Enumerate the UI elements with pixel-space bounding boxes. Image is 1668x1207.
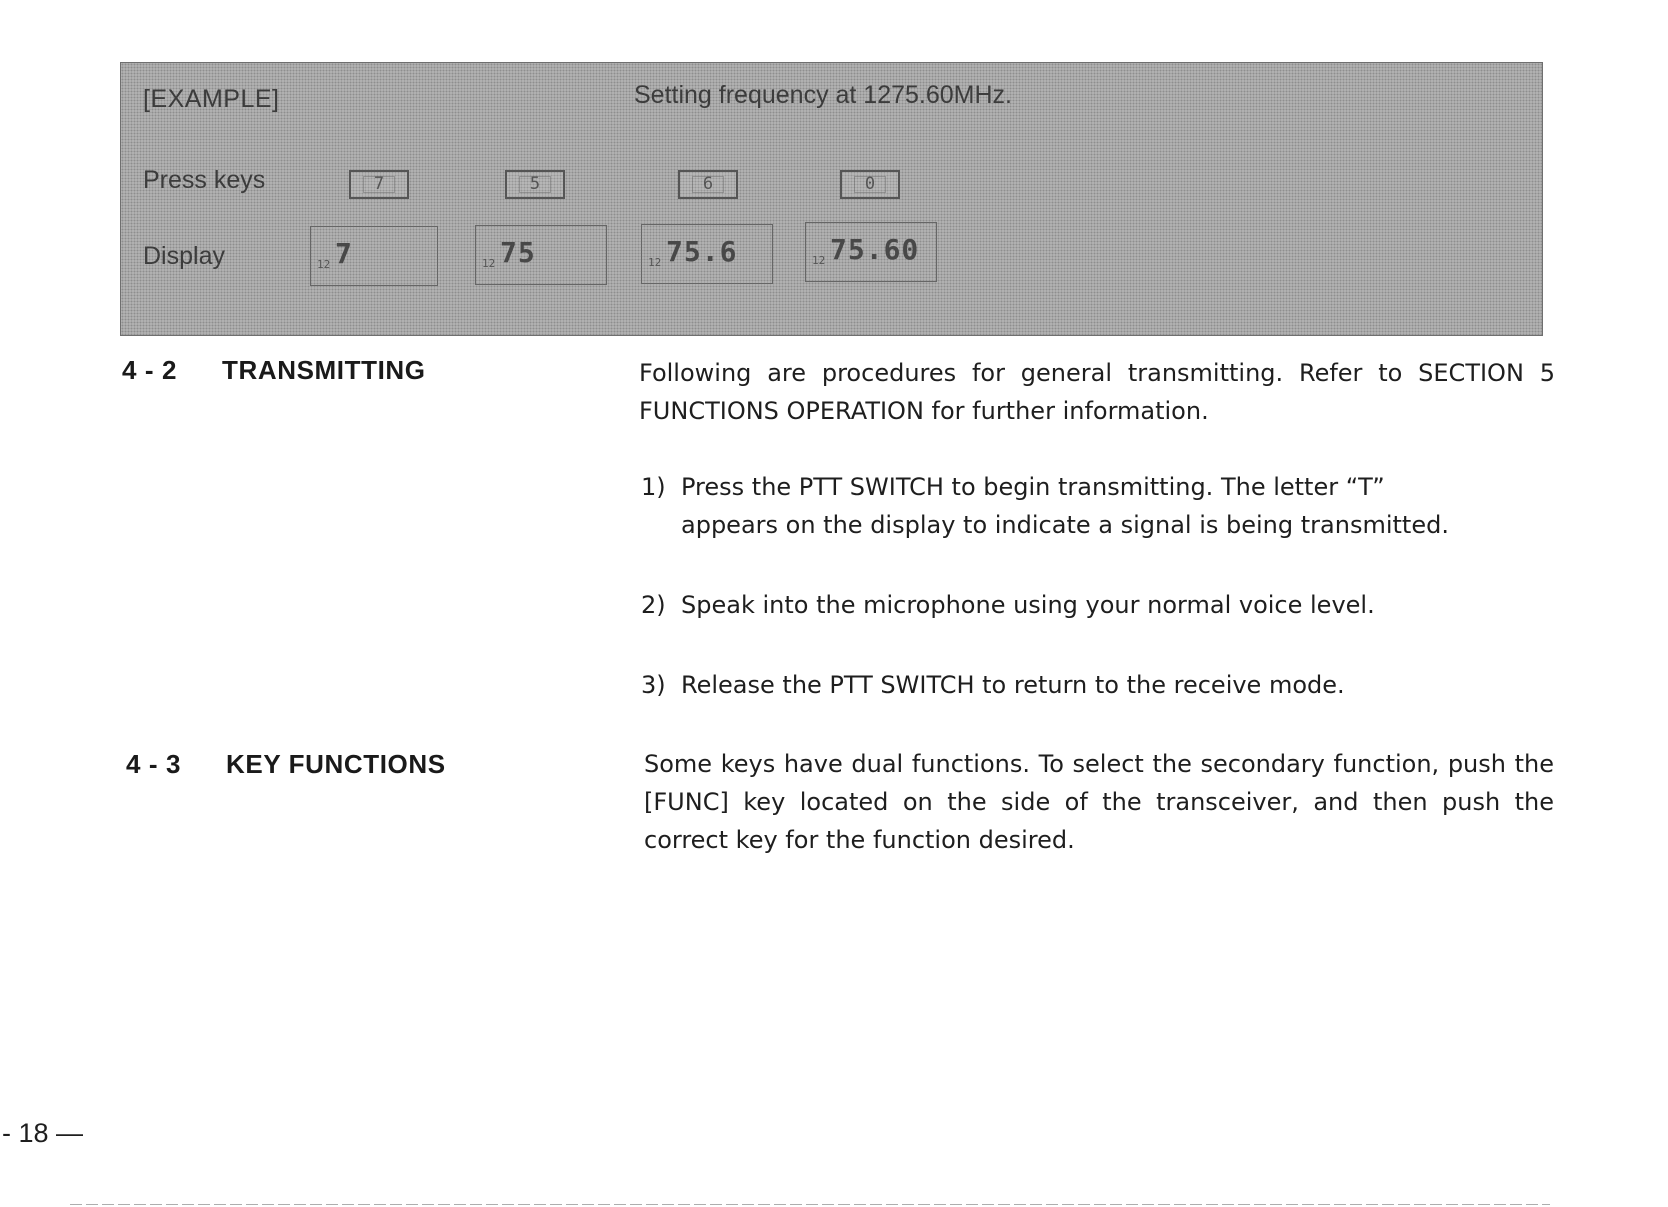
press-keys-label: Press keys bbox=[143, 166, 266, 194]
step-text-continuation: appears on the display to indicate a signal is being transmitted. bbox=[681, 511, 1449, 539]
step-text: Release the PTT SWITCH to return to the receive mode. bbox=[681, 671, 1345, 699]
key-6: 6 bbox=[678, 170, 738, 199]
key-5: 5 bbox=[505, 170, 565, 199]
section-title: TRANSMITTING bbox=[222, 355, 426, 385]
lcd-prefix: 12 bbox=[317, 258, 331, 271]
section-number: 4 - 2 bbox=[122, 355, 178, 385]
step-text: Press the PTT SWITCH to begin transmitting. The letter “T” bbox=[681, 473, 1385, 501]
lcd-display-step-2 bbox=[475, 225, 607, 285]
lcd-display-step-1 bbox=[310, 226, 438, 286]
section-heading-key-functions bbox=[126, 749, 446, 780]
example-title: [EXAMPLE] bbox=[143, 85, 280, 113]
lcd-digits: 75 bbox=[500, 236, 536, 269]
lcd-prefix: 12 bbox=[812, 254, 826, 267]
example-box bbox=[120, 62, 1543, 336]
transmitting-step-2 bbox=[641, 586, 1375, 624]
lcd-digits: 7 bbox=[335, 237, 353, 270]
lcd-digits: 75.6 bbox=[666, 235, 738, 268]
lcd-display-step-4 bbox=[805, 222, 937, 282]
lcd-digits: 75.60 bbox=[830, 233, 920, 266]
key-functions-text: Some keys have dual functions. To select the secondary function, push the [FUNC] key located on the side of the transceiver, and then push the correct key for the function desired. bbox=[644, 750, 1554, 854]
bottom-rule bbox=[70, 1204, 1550, 1205]
section-heading-transmitting bbox=[122, 355, 426, 386]
page-number: - 18 — bbox=[2, 1118, 84, 1148]
step-number: 2) bbox=[641, 591, 666, 619]
lcd-prefix: 12 bbox=[648, 256, 662, 269]
step-text: Speak into the microphone using your normal voice level. bbox=[681, 591, 1375, 619]
transmitting-step-1 bbox=[641, 468, 1557, 544]
key-7: 7 bbox=[349, 170, 409, 199]
step-number: 1) bbox=[641, 473, 666, 501]
step-number: 3) bbox=[641, 671, 666, 699]
transmitting-step-3 bbox=[641, 666, 1345, 704]
example-description: Setting frequency at 1275.60MHz. bbox=[634, 81, 1013, 109]
transmitting-intro: Following are procedures for general transmitting. Refer to SECTION 5 FUNCTIONS OPERATION for further information. bbox=[639, 359, 1555, 425]
lcd-display-step-3 bbox=[641, 224, 773, 284]
lcd-prefix: 12 bbox=[482, 257, 496, 270]
section-title: KEY FUNCTIONS bbox=[226, 749, 446, 779]
display-label: Display bbox=[143, 242, 225, 270]
section-number: 4 - 3 bbox=[126, 749, 182, 779]
key-0: 0 bbox=[840, 170, 900, 199]
